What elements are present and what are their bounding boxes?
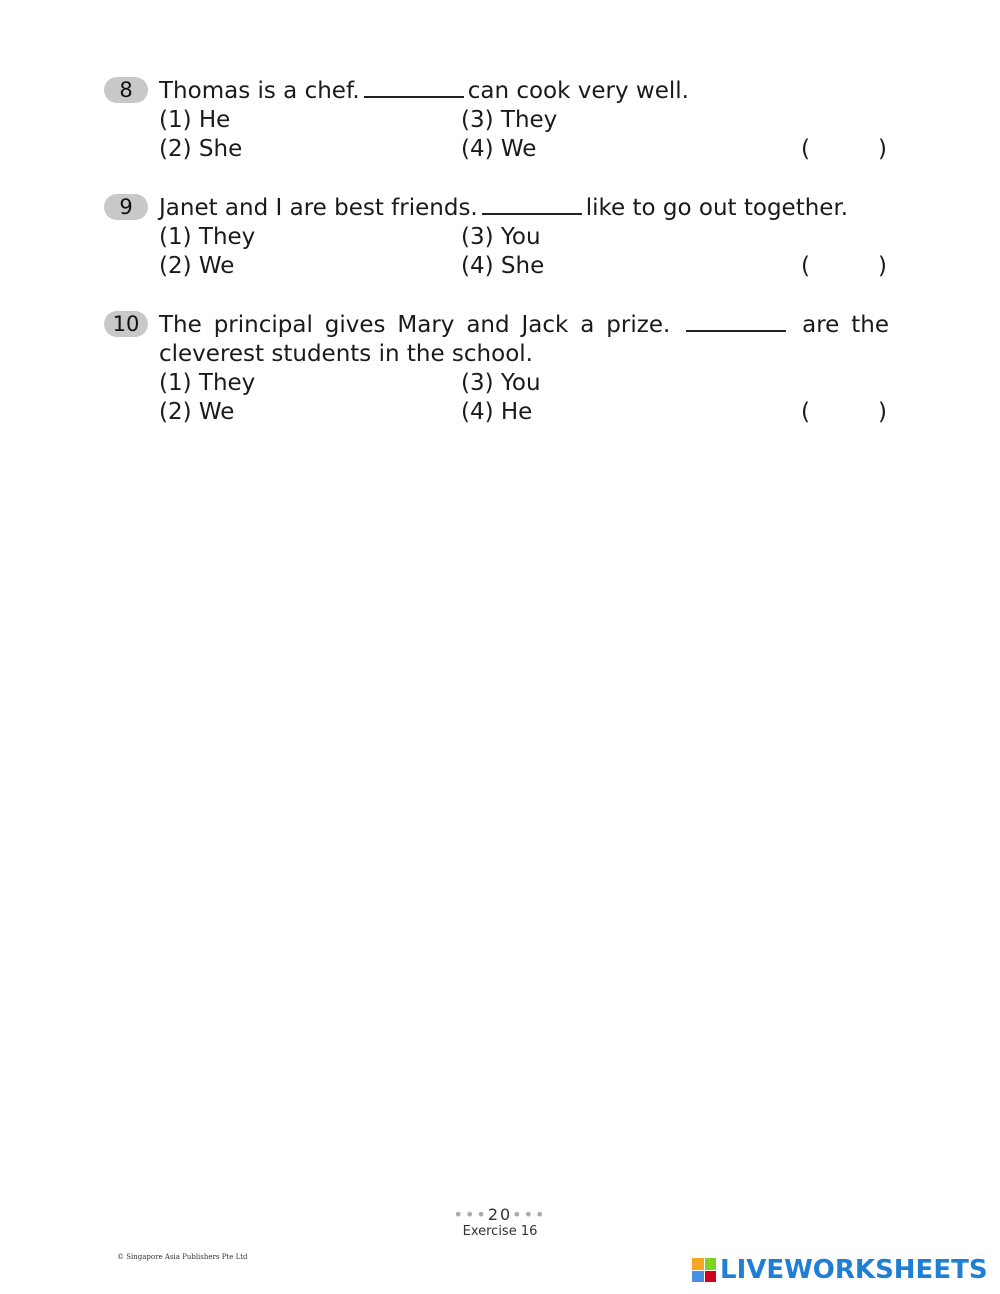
question-text-before: Janet and I are best friends.	[159, 195, 478, 221]
question-text-line2: cleverest students in the school.	[159, 341, 533, 367]
bracket-open: (	[801, 253, 810, 279]
liveworksheets-logo-icon	[692, 1258, 716, 1282]
question-text-after: like to go out together.	[585, 195, 849, 221]
page-dots-right: •••	[512, 1205, 547, 1224]
page-number	[0, 1205, 1000, 1224]
question-9	[104, 194, 894, 281]
question-8	[104, 77, 894, 164]
question-text	[159, 311, 889, 339]
page-number-value: 20	[487, 1205, 513, 1224]
question-number-badge: 8	[104, 77, 148, 103]
liveworksheets-brand: LIVEWORKSHEETS	[720, 1255, 988, 1285]
option-4[interactable]: (4) We	[461, 136, 537, 162]
option-2[interactable]: (2) We	[159, 399, 235, 425]
liveworksheets-logo	[692, 1256, 988, 1284]
option-4[interactable]: (4) He	[461, 399, 533, 425]
copyright-notice: © Singapore Asia Publishers Pte Ltd	[117, 1253, 248, 1261]
option-3[interactable]: (3) You	[461, 224, 541, 250]
question-text-after: are the	[802, 312, 889, 338]
option-4[interactable]: (4) She	[461, 253, 545, 279]
page-dots-left: •••	[453, 1205, 488, 1224]
option-1[interactable]: (1) He	[159, 107, 231, 133]
option-1[interactable]: (1) They	[159, 370, 256, 396]
option-3[interactable]: (3) They	[461, 107, 558, 133]
question-10	[104, 311, 894, 427]
question-number-badge: 10	[104, 311, 148, 337]
answer-blank[interactable]	[686, 314, 786, 332]
bracket-open: (	[801, 399, 810, 425]
option-3[interactable]: (3) You	[461, 370, 541, 396]
question-number-badge: 9	[104, 194, 148, 220]
answer-blank[interactable]	[364, 80, 464, 98]
question-text-before: Thomas is a chef.	[159, 78, 360, 104]
exercise-label: Exercise 16	[462, 1224, 538, 1239]
bracket-open: (	[801, 136, 810, 162]
option-2[interactable]: (2) We	[159, 253, 235, 279]
question-text-before: The principal gives Mary and Jack a prize.	[159, 312, 671, 338]
question-text	[159, 77, 689, 105]
question-text-after: can cook very well.	[467, 78, 689, 104]
bracket-close: )	[878, 399, 887, 425]
bracket-close: )	[878, 253, 887, 279]
option-1[interactable]: (1) They	[159, 224, 256, 250]
option-2[interactable]: (2) She	[159, 136, 243, 162]
question-text	[159, 194, 848, 222]
bracket-close: )	[878, 136, 887, 162]
answer-blank[interactable]	[482, 197, 582, 215]
